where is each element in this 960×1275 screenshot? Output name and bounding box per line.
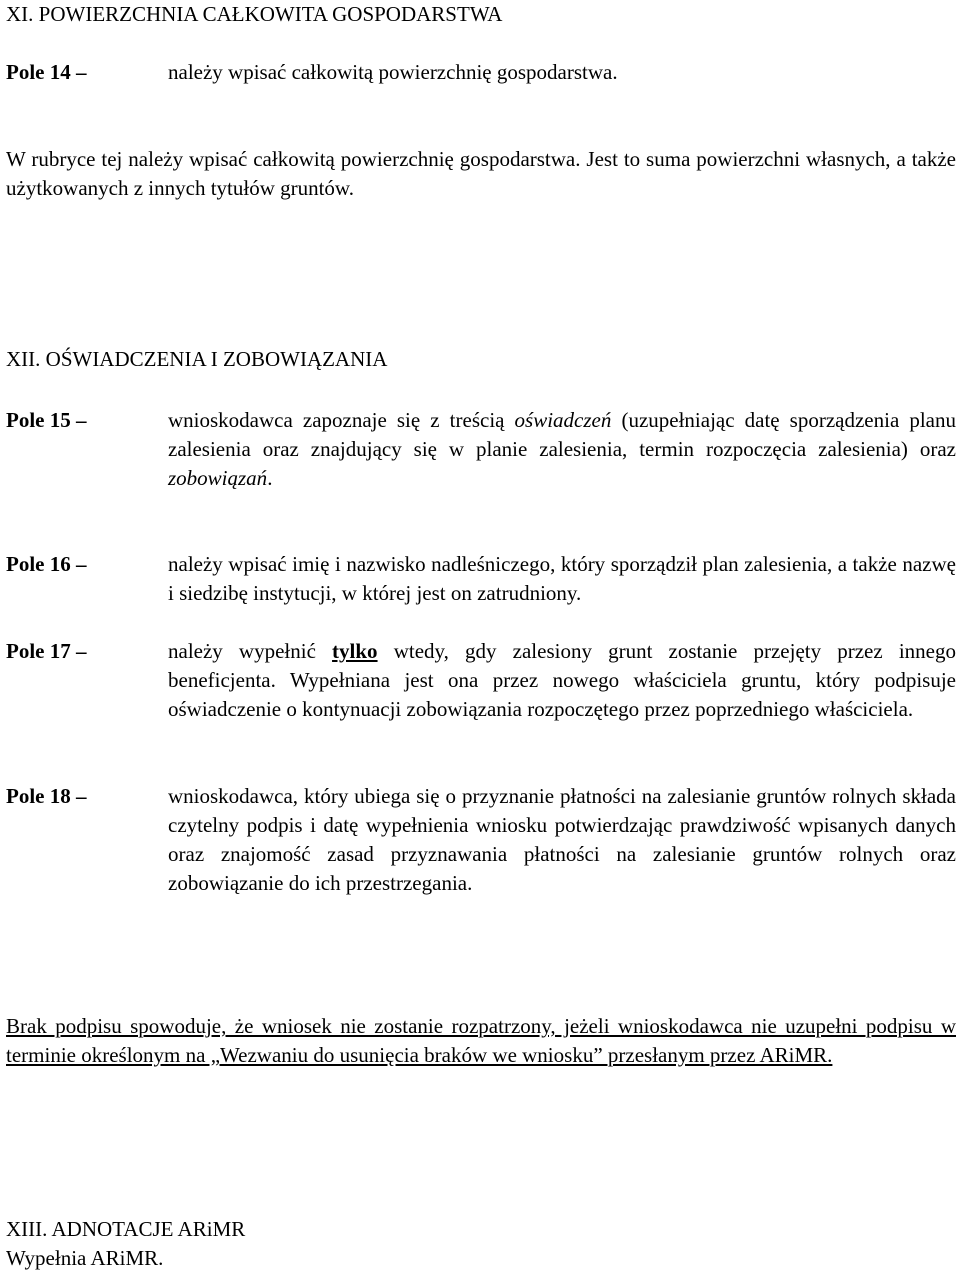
pole-15-label: Pole 15 –: [6, 408, 87, 432]
pole-15-text: [168, 406, 956, 493]
section-xii-title: XII. OŚWIADCZENIA I ZOBOWIĄZANIA: [6, 347, 388, 371]
section-xi-paragraph: W rubryce tej należy wpisać całkowitą powierzchnię gospodarstwa. Jest to suma powierzchni własnych, a także użytkowanych z innych tytułów gruntów.: [6, 147, 956, 200]
signature-warning: Brak podpisu spowoduje, że wniosek nie zostanie rozpatrzony, jeżeli wnioskodawca nie uzupełni podpisu w terminie określonym na „Wezwaniu do usunięcia braków we wniosku” przesłanym przez ARiMR.: [6, 1014, 956, 1067]
pole-17-text-a: należy wypełnić: [168, 639, 333, 663]
pole-15-text-e: .: [267, 466, 273, 490]
section-xiii-subtitle: Wypełnia ARiMR.: [6, 1246, 164, 1270]
pole-15-text-c: (uzupełniając datę sporządzenia planu zalesienia oraz znajdujący się w planie zalesienia, termin rozpoczęcia zalesienia) oraz: [168, 408, 956, 461]
pole-17-text-tylko: tylko: [332, 639, 378, 663]
pole-18-label: Pole 18 –: [6, 784, 87, 808]
pole-18-text: wnioskodawca, który ubiega się o przyznanie płatności na zalesianie gruntów rolnych składa czytelny podpis i datę wypełnienia wniosku potwierdzając prawdziwość wpisanych danych oraz znajomość zasad przyznawania płatności na zalesianie gruntów rolnych oraz zobowiązanie do ich przestrzegania.: [168, 784, 956, 895]
pole-15-text-a: wnioskodawca zapoznaje się z treścią: [168, 408, 515, 432]
pole-15-text-oswiadczen: oświadczeń: [514, 408, 612, 432]
pole-17-label: Pole 17 –: [6, 639, 87, 663]
pole-15-text-zobowiazan: zobowiązań: [168, 466, 268, 490]
pole-17-text: [168, 637, 956, 724]
section-xi-title: XI. POWIERZCHNIA CAŁKOWITA GOSPODARSTWA: [6, 2, 503, 26]
section-xiii-title: XIII. ADNOTACJE ARiMR: [6, 1217, 246, 1241]
pole-17-text-c: wtedy, gdy zalesiony grunt zostanie przejęty przez innego beneficjenta. Wypełniana jest ona przez nowego właściciela gruntu, który podpisuje oświadczenie o kontynuacji zobowiązania rozpoczętego przez poprzedniego właściciela.: [168, 639, 956, 721]
pole-14-text: należy wpisać całkowitą powierzchnię gospodarstwa.: [168, 60, 618, 84]
pole-14-label: Pole 14 –: [6, 60, 87, 84]
pole-16-text: należy wpisać imię i nazwisko nadleśniczego, który sporządził plan zalesienia, a także nazwę i siedzibę instytucji, w której jest on zatrudniony.: [168, 552, 956, 605]
pole-16-label: Pole 16 –: [6, 552, 87, 576]
